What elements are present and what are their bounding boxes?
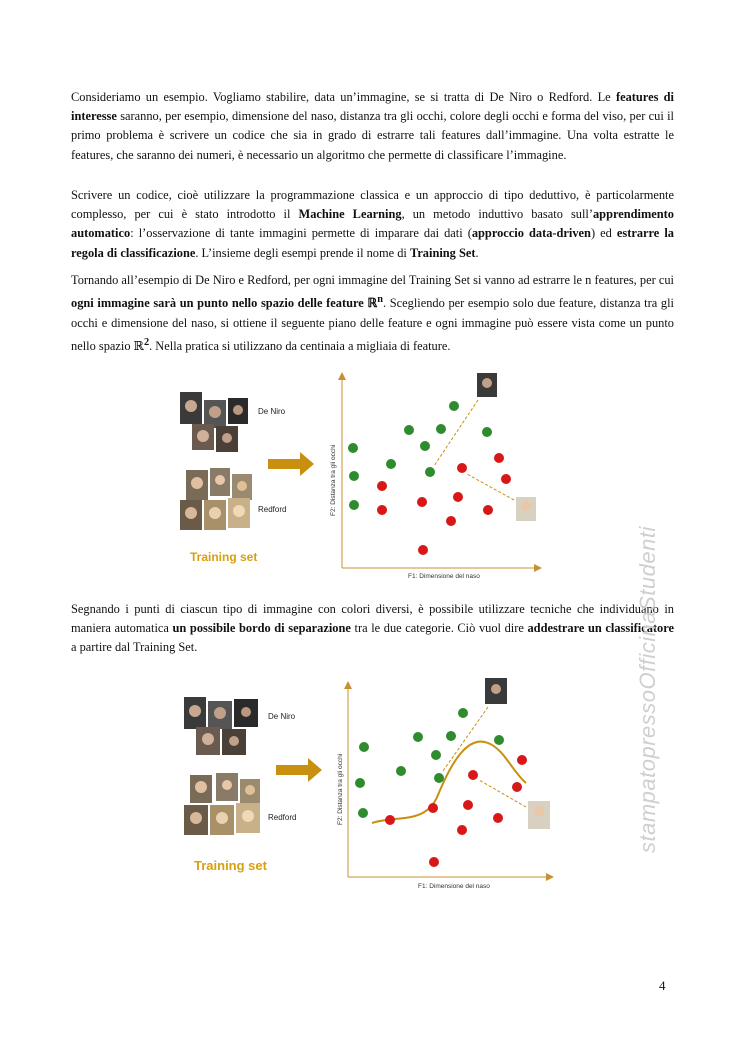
label-deniro: De Niro <box>258 407 286 416</box>
paragraph-classifier: Segnando i punti di ciascun tipo di immagine con colori diversi, è possibile utilizzare tecniche che individuano in maniera automatica un possibile bordo di separazione tra le due categorie. Ciò vuol dire addestrare un classificatore a partire dal Training Set. <box>71 602 674 655</box>
figure-training-set-scatter <box>172 370 542 582</box>
page-number: 4 <box>659 978 666 993</box>
decision-boundary-curve <box>372 742 526 823</box>
y-axis-label: F2: Distanza tra gli occhi <box>330 444 337 516</box>
deniro-points <box>348 401 492 510</box>
redford-points <box>377 453 511 555</box>
x-axis-label: F1: Dimensione del naso <box>408 573 480 580</box>
paragraph-example: Consideriamo un esempio. Vogliamo stabilire, data un’immagine, se si tratta di De Niro o Redford. Le features di interesse saranno, per esempio, dimensione del naso, distanza tra gli occhi, colore degli occhi e forma del viso, per cui il primo problema è scrivere un codice che sia in grado di estrarre tali features dall’immagine. Una volta estratte le features, che saranno dei numeri, è necessario un algoritmo che permette di classificare l’immagine. <box>71 90 674 162</box>
paragraph-feature-space: Tornando all’esempio di De Niro e Redford, per ogni immagine del Training Set si vanno ad estrarre le n features, per cui ogni immagine sarà un punto nello spazio delle feature ℝ$^n$. Scegliendo per esempio solo due feature, distanza tra gli occhi e dimensione del naso, si ottiene il seguente piano delle feature e ogni immagine può essere vista come un punto nello spazio ℝ$^2$. Nella pratica si utilizzano da centinaia a migliaia di feature. <box>71 273 674 353</box>
arrow-icon <box>276 758 322 782</box>
redford-photos <box>180 468 252 530</box>
deniro-photos <box>180 392 248 452</box>
label-deniro: De Niro <box>268 712 296 721</box>
paragraph-machine-learning: Scrivere un codice, cioè utilizzare la programmazione classica e un approccio di tipo deduttivo, è particolarmente complesso, per cui è stato introdotto il Machine Learning, un metodo induttivo basato sull’apprendimento automatico: l’osservazione di tante immagini permette di imparare dai dati (approccio data-driven) ed estrarre la regola di classificazione. L’insieme degli esempi prende il nome di Training Set. <box>71 188 675 260</box>
y-axis-label: F2: Distanza tra gli occhi <box>337 753 344 825</box>
training-set-label: Training set <box>194 858 267 873</box>
watermark: stampatopressoOfficinaStudenti <box>635 526 660 853</box>
deniro-points <box>355 708 504 818</box>
redford-photos <box>184 773 260 835</box>
label-redford: Redford <box>258 505 287 514</box>
redford-points <box>385 755 527 867</box>
arrow-icon <box>268 452 314 476</box>
figure-decision-boundary <box>176 675 556 895</box>
training-set-label: Training set <box>190 550 258 564</box>
x-axis-label: F1: Dimensione del naso <box>418 883 490 890</box>
deniro-photos <box>184 697 258 755</box>
label-redford: Redford <box>268 813 297 822</box>
